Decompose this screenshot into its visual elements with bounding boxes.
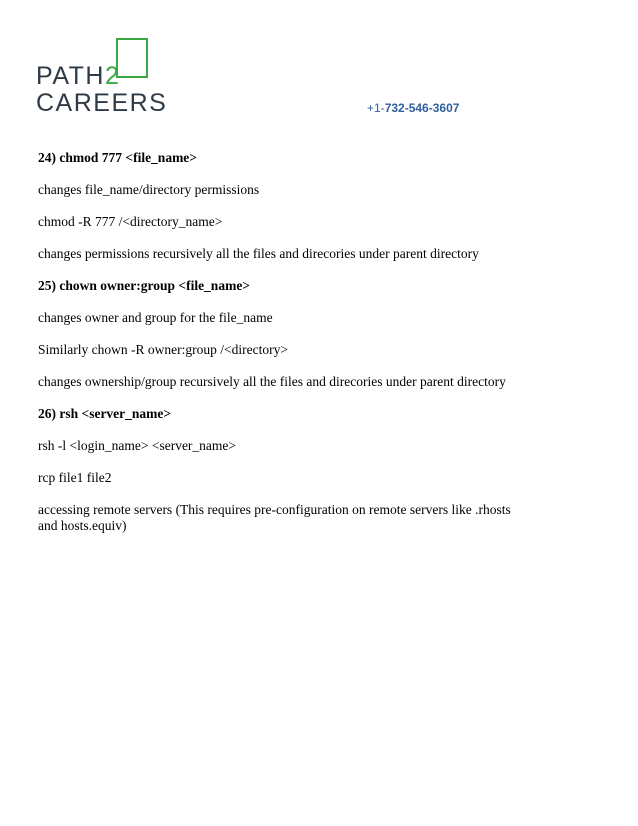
text-line: Similarly chown -R owner:group /<directory> <box>38 342 288 357</box>
text-line: rsh -l <login_name> <server_name> <box>38 438 237 453</box>
path2careers-logo <box>36 36 176 122</box>
text-line: chmod -R 777 /<directory_name> <box>38 214 223 229</box>
text-line: accessing remote servers (This requires pre-configuration on remote servers like .rhosts <box>38 502 511 517</box>
heading-chown: 25) chown owner:group <file_name> <box>38 278 250 293</box>
text-line: changes file_name/directory permissions <box>38 182 260 197</box>
phone-prefix: +1- <box>367 101 385 115</box>
heading-rsh: 26) rsh <server_name> <box>38 406 172 421</box>
text-line: changes permissions recursively all the files and direcories under parent directory <box>38 246 479 261</box>
phone-number <box>367 101 459 115</box>
text-line: and hosts.equiv) <box>38 518 127 533</box>
phone-digits: 732-546-3607 <box>384 101 460 115</box>
text-line: rcp file1 file2 <box>38 470 112 485</box>
logo-word-careers: CAREERS <box>36 89 168 117</box>
text-line: changes ownership/group recursively all the files and direcories under parent directory <box>38 374 506 389</box>
text-line: changes owner and group for the file_name <box>38 310 273 325</box>
heading-chmod: 24) chmod 777 <file_name> <box>38 150 197 165</box>
logo-line-1 <box>36 64 120 89</box>
logo-frame <box>116 38 148 78</box>
logo-digit: 2 <box>104 62 121 90</box>
logo-word-path: PATH <box>36 62 105 90</box>
